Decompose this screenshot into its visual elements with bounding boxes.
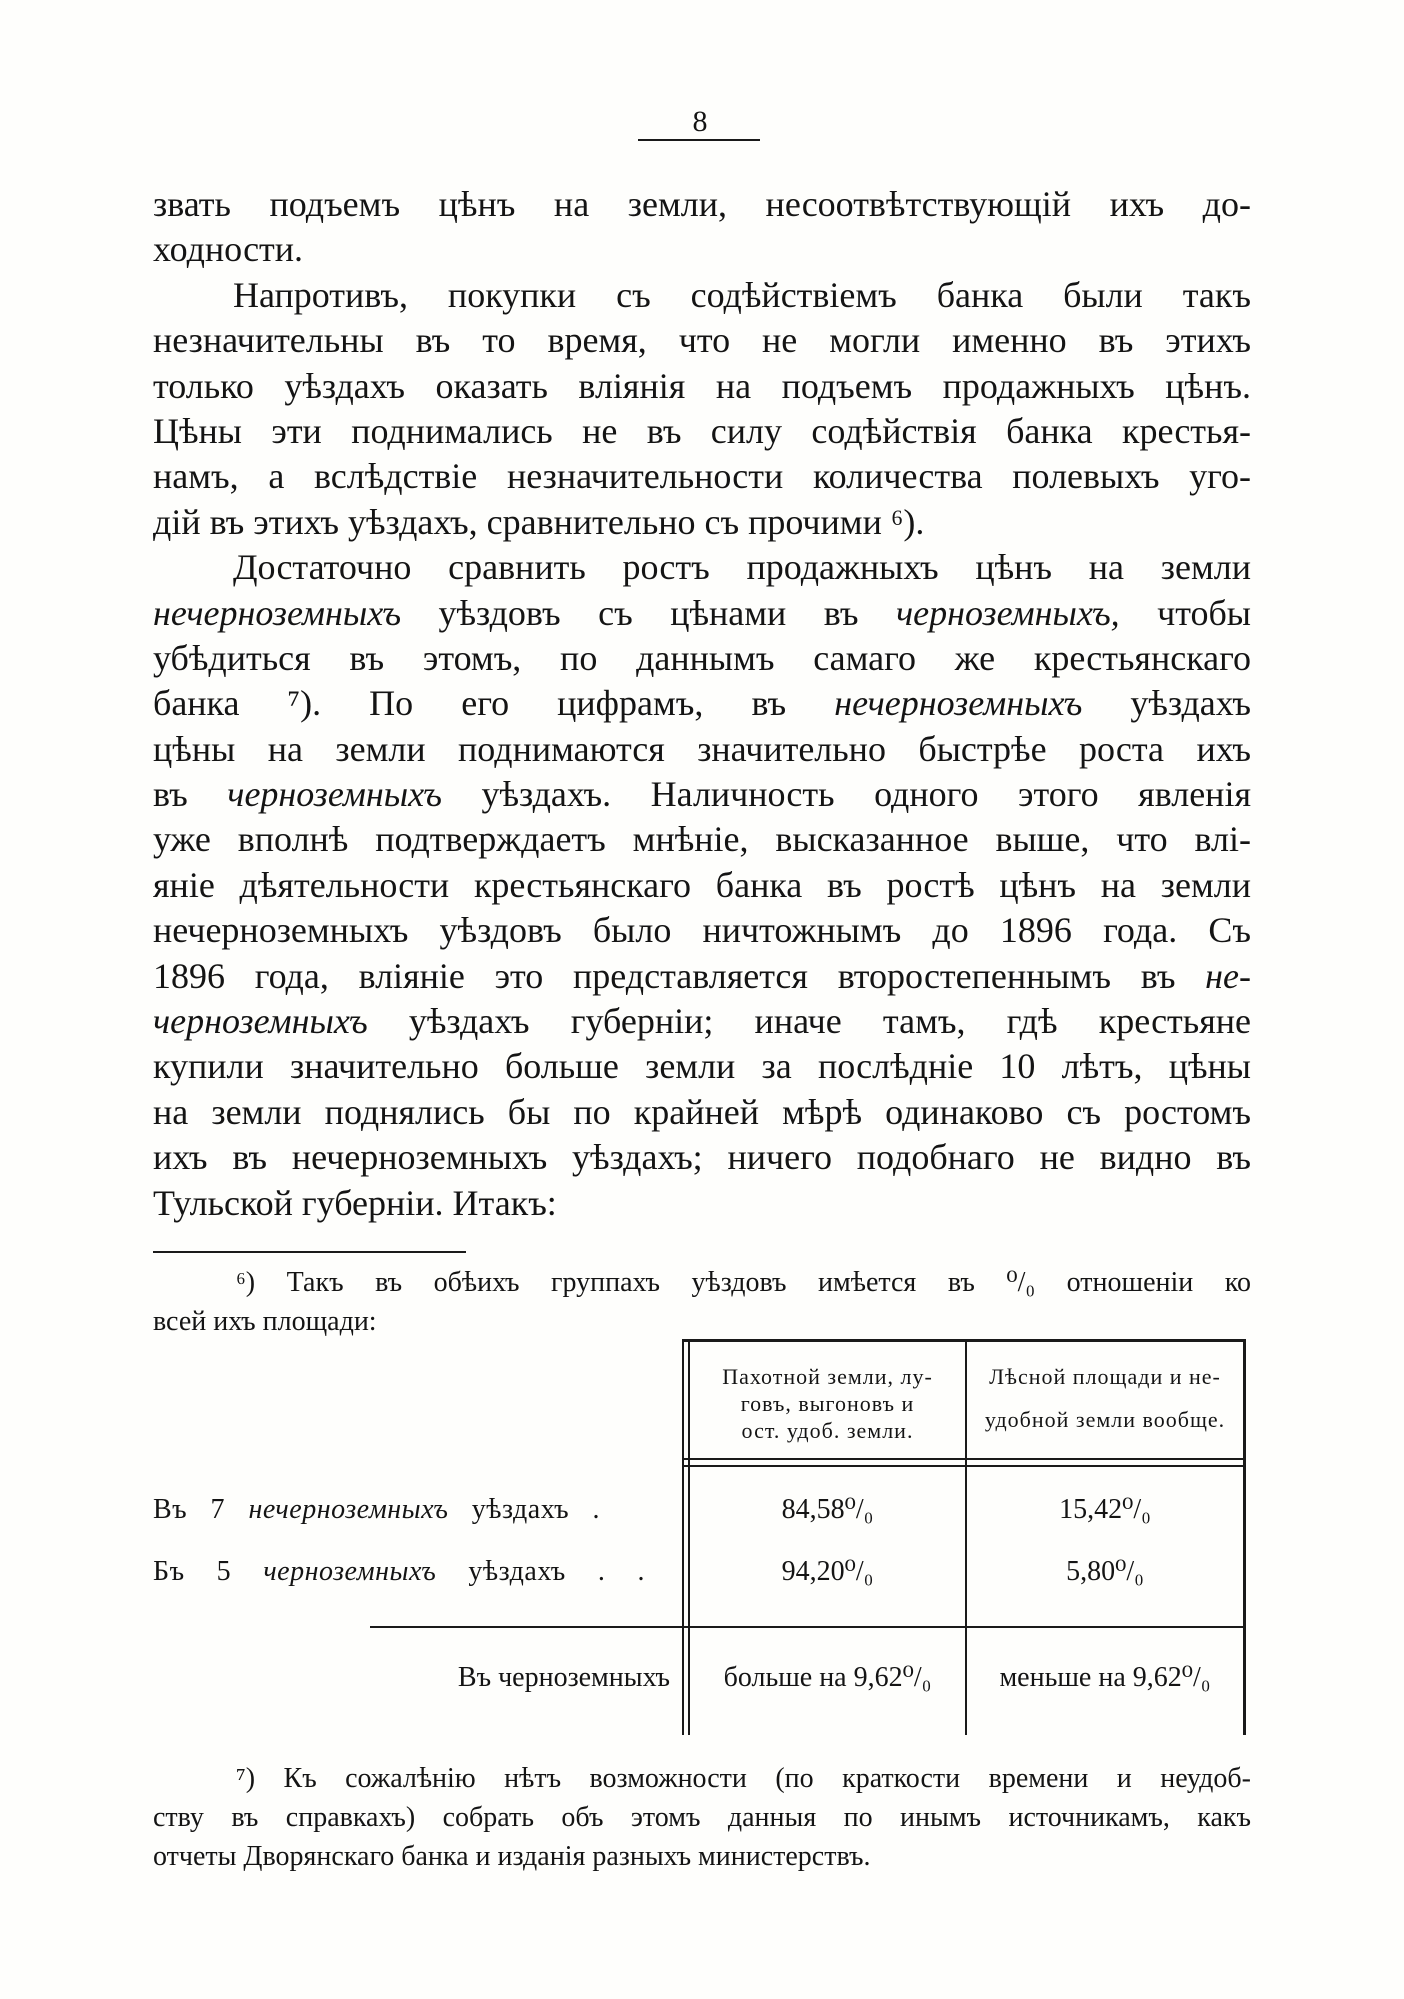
body-line: незначительны въ то время, что не могли именно въ этихъ (153, 320, 1251, 361)
body-line: цѣны на земли поднимаются значительно быстрѣе роста ихъ (153, 728, 1251, 769)
line-text: 1896 года, вліяніе это представляется второстепеннымъ въ (153, 955, 1206, 996)
paragraph (153, 273, 1251, 545)
body-line: только уѣздахъ оказать вліянія на подъемъ продажныхъ цѣнъ. (153, 365, 1251, 406)
body-line: ихъ въ нечерноземныхъ уѣздахъ; ничего подобнаго не видно въ (153, 1137, 1251, 1178)
footnote-line: отчеты Дворянскаго банка и изданія разныхъ министерствъ. (153, 1840, 871, 1872)
body-line: Тульской губерніи. Итакъ: (153, 1182, 557, 1223)
header-line: говъ, выгоновъ и (740, 1390, 915, 1416)
label-text: Въ 7 (153, 1494, 249, 1525)
cell-value: 5,80⁰/₀ (1066, 1556, 1144, 1587)
body-line (153, 999, 1251, 1044)
body-line: Напротивъ, покупки съ содѣйствіемъ банка были такъ (233, 274, 1251, 315)
header-line: ост. удоб. земли. (741, 1417, 914, 1443)
table-header-rule (682, 1458, 1246, 1460)
italic-term: нечерноземныхъ (248, 1494, 449, 1525)
italic-term: не- (1205, 955, 1251, 996)
body-line: ходности. (153, 229, 304, 270)
footnote-7 (153, 1759, 1251, 1876)
italic-term: черноземныхъ (153, 1001, 368, 1042)
paragraph (153, 182, 1251, 273)
label-text: Бъ 5 (153, 1556, 264, 1587)
line-text: въ (153, 774, 228, 815)
header-line: удобной земли вообще. (984, 1406, 1226, 1432)
page-number: 8 (692, 105, 708, 138)
body-line (153, 954, 1251, 999)
table-header-cell (967, 1355, 1243, 1441)
body-line: Достаточно сравнить ростъ продажныхъ цѣнъ на земли (233, 547, 1251, 588)
line-text: уѣздахъ (1082, 683, 1251, 724)
summary-label: Въ черноземныхъ (457, 1662, 670, 1693)
cell-value: 84,58⁰/₀ (781, 1494, 874, 1525)
body-line: звать подъемъ цѣнъ на земли, несоотвѣтствующій ихъ до- (153, 184, 1251, 224)
footnote-line: всей ихъ площади: (153, 1305, 377, 1337)
cell-value: 15,42⁰/₀ (1059, 1494, 1151, 1525)
body-line: намъ, а вслѣдствіе незначительности количества полевыхъ уго- (153, 456, 1251, 497)
body-line (153, 681, 1251, 726)
body-line: Цѣны эти поднимались не въ силу содѣйствія банка крестья- (153, 410, 1251, 451)
table-total-rule (370, 1626, 1246, 1628)
body-line: дій въ этихъ уѣздахъ, сравнительно съ прочими ⁶). (153, 501, 925, 542)
line-text: уѣздовъ съ цѣнами въ (401, 592, 896, 633)
body-line: яніе дѣятельности крестьянскаго банка въ ростѣ цѣнъ на земли (153, 864, 1251, 905)
body-line: на земли поднялись бы по крайней мѣрѣ одинаково съ ростомъ (153, 1091, 1251, 1132)
table-right-rule (1243, 1339, 1246, 1735)
body-line: уже вполнѣ подтверждаетъ мнѣніе, высказанное выше, что влі- (153, 819, 1251, 860)
table-top-rule (682, 1339, 1246, 1342)
header-line: Пахотной земли, лу- (722, 1363, 933, 1389)
italic-term: черноземныхъ, (895, 592, 1120, 633)
body-line: убѣдиться въ этомъ, по даннымъ самаго же крестьянскаго (153, 637, 1251, 678)
footnote-6 (153, 1263, 1251, 1341)
body-line: купили значительно больше земли за послѣдніе 10 лѣтъ, цѣны (153, 1046, 1251, 1087)
summary-value: меньше на 9,62⁰/₀ (999, 1662, 1211, 1693)
line-text: чтобы (1119, 592, 1251, 633)
italic-term: черноземныхъ (227, 774, 442, 815)
table-header-rule (682, 1465, 1246, 1467)
line-text: уѣздахъ губерніи; иначе тамъ, гдѣ крестьяне (367, 1001, 1251, 1042)
paragraph (153, 545, 1251, 1226)
label-text: уѣздахъ . (448, 1494, 600, 1525)
italic-term: черноземныхъ (263, 1556, 437, 1587)
row-label (153, 1552, 645, 1592)
line-text: банка ⁷). По его цифрамъ, въ (153, 683, 835, 724)
body-line (153, 591, 1251, 636)
footnote-separator (153, 1251, 466, 1253)
footnote-line: ⁷) Къ сожалѣнію нѣтъ возможности (по краткости времени и неудоб- (236, 1762, 1251, 1794)
footnote-line: ству въ справкахъ) собрать объ этомъ данныя по инымъ источникамъ, какъ (153, 1801, 1251, 1833)
italic-term: нечерноземныхъ (834, 683, 1083, 724)
page-number-rule (638, 139, 760, 141)
table-header-cell (690, 1363, 965, 1444)
table-column-rule (682, 1339, 684, 1735)
italic-term: нечерноземныхъ (153, 592, 402, 633)
summary-value: больше на 9,62⁰/₀ (723, 1662, 932, 1693)
body-line (153, 772, 1251, 817)
cell-value: 94,20⁰/₀ (781, 1556, 874, 1587)
header-line: Лѣсной площади и не- (989, 1363, 1221, 1389)
body-text (153, 182, 1251, 1226)
row-label (153, 1490, 600, 1530)
body-line: нечерноземныхъ уѣздовъ было ничтожнымъ до 1896 года. Съ (153, 910, 1251, 951)
label-text: уѣздахъ . . (436, 1556, 645, 1587)
footnote-line: ⁶) Такъ въ обѣихъ группахъ уѣздовъ имѣется въ ⁰/₀ отношеніи ко (236, 1266, 1251, 1298)
line-text: уѣздахъ. Наличность одного этого явленія (441, 774, 1251, 815)
